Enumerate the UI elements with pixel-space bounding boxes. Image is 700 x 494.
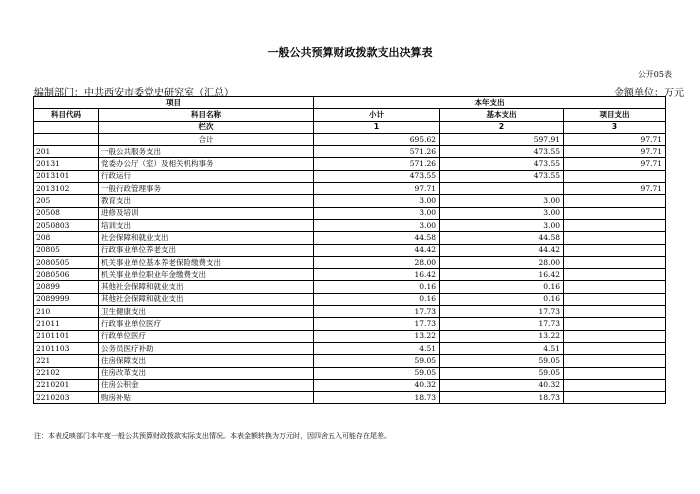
cell-project xyxy=(564,219,666,231)
cell-basic: 17.73 xyxy=(440,306,564,318)
cell-subtotal: 3.00 xyxy=(314,195,440,207)
cell-subtotal: 17.73 xyxy=(314,318,440,330)
cell-name: 党委办公厅（室）及相关机构事务 xyxy=(99,158,314,170)
total-row xyxy=(34,133,666,145)
table-row xyxy=(34,281,666,293)
header-current-year: 本年支出 xyxy=(314,97,666,109)
cell-subtotal: 28.00 xyxy=(314,256,440,268)
cell-code: 20131 xyxy=(34,158,99,170)
cell-project xyxy=(564,330,666,342)
cell-project xyxy=(564,269,666,281)
cell-code: 2080506 xyxy=(34,269,99,281)
cell-code: 22102 xyxy=(34,367,99,379)
cell-basic: 28.00 xyxy=(440,256,564,268)
cell-name: 行政单位医疗 xyxy=(99,330,314,342)
cell-basic: 473.55 xyxy=(440,146,564,158)
table-row xyxy=(34,195,666,207)
cell-project xyxy=(564,170,666,182)
cell-basic: 17.73 xyxy=(440,318,564,330)
cell-code: 201 xyxy=(34,146,99,158)
table-row xyxy=(34,183,666,195)
cell-name: 行政事业单位养老支出 xyxy=(99,244,314,256)
cell-basic: 473.55 xyxy=(440,170,564,182)
cell-code: 2013102 xyxy=(34,183,99,195)
cell-code: 2089999 xyxy=(34,293,99,305)
cell-code: 2210203 xyxy=(34,392,99,404)
cell-subtotal: 3.00 xyxy=(314,207,440,219)
header-name: 科目名称 xyxy=(99,109,314,121)
cell-project xyxy=(564,367,666,379)
header-row-2 xyxy=(34,109,666,121)
table-row xyxy=(34,146,666,158)
cell-subtotal: 13.22 xyxy=(314,330,440,342)
table-row xyxy=(34,318,666,330)
header-row-3 xyxy=(34,121,666,133)
cell-subtotal: 571.26 xyxy=(314,158,440,170)
cell-code: 2210201 xyxy=(34,379,99,391)
cell-subtotal: 0.16 xyxy=(314,293,440,305)
cell-name: 教育支出 xyxy=(99,195,314,207)
cell-subtotal: 17.73 xyxy=(314,306,440,318)
table-row xyxy=(34,232,666,244)
cell-subtotal: 18.73 xyxy=(314,392,440,404)
cell-basic: 40.32 xyxy=(440,379,564,391)
cell-basic: 44.58 xyxy=(440,232,564,244)
cell-project xyxy=(564,195,666,207)
total-project: 97.71 xyxy=(564,133,666,145)
cell-subtotal: 0.16 xyxy=(314,281,440,293)
cell-code: 2013101 xyxy=(34,170,99,182)
cell-name: 一般公共服务支出 xyxy=(99,146,314,158)
cell-subtotal: 97.71 xyxy=(314,183,440,195)
cell-name: 住房公积金 xyxy=(99,379,314,391)
footnote: 注：本表反映部门本年度一般公共预算财政拨款实际支出情况。本表金额转换为万元时，因四舍五入可能存在尾差。 xyxy=(34,432,391,440)
cell-name: 社会保障和就业支出 xyxy=(99,232,314,244)
table-row xyxy=(34,219,666,231)
cell-project xyxy=(564,232,666,244)
table-row xyxy=(34,342,666,354)
cell-basic xyxy=(440,183,564,195)
cell-code: 2080505 xyxy=(34,256,99,268)
cell-basic: 44.42 xyxy=(440,244,564,256)
cell-subtotal: 571.26 xyxy=(314,146,440,158)
total-label: 合计 xyxy=(99,133,314,145)
cell-project xyxy=(564,281,666,293)
cell-subtotal: 4.51 xyxy=(314,342,440,354)
cell-name: 一般行政管理事务 xyxy=(99,183,314,195)
cell-code: 2101103 xyxy=(34,342,99,354)
cell-name: 其他社会保障和就业支出 xyxy=(99,281,314,293)
cell-name: 住房保障支出 xyxy=(99,355,314,367)
total-basic: 597.91 xyxy=(440,133,564,145)
cell-code: 20899 xyxy=(34,281,99,293)
header-blank xyxy=(34,121,99,133)
total-subtotal: 695.62 xyxy=(314,133,440,145)
cell-name: 培训支出 xyxy=(99,219,314,231)
cell-name: 机关事业单位基本养老保险缴费支出 xyxy=(99,256,314,268)
table-row xyxy=(34,207,666,219)
cell-basic: 4.51 xyxy=(440,342,564,354)
header-col-label: 栏次 xyxy=(99,121,314,133)
cell-project: 97.71 xyxy=(564,146,666,158)
cell-basic: 0.16 xyxy=(440,281,564,293)
cell-basic: 0.16 xyxy=(440,293,564,305)
cell-basic: 18.73 xyxy=(440,392,564,404)
cell-project xyxy=(564,342,666,354)
cell-project xyxy=(564,318,666,330)
cell-name: 行政运行 xyxy=(99,170,314,182)
header-row-1 xyxy=(34,97,666,109)
cell-subtotal: 40.32 xyxy=(314,379,440,391)
department-label: 编制部门：中共西安市委党史研究室（汇总） xyxy=(34,88,234,99)
cell-code: 2050803 xyxy=(34,219,99,231)
cell-name: 购房补贴 xyxy=(99,392,314,404)
cell-basic: 59.05 xyxy=(440,367,564,379)
cell-code: 20508 xyxy=(34,207,99,219)
cell-project xyxy=(564,306,666,318)
cell-code: 20805 xyxy=(34,244,99,256)
cell-name: 机关事业单位职业年金缴费支出 xyxy=(99,269,314,281)
cell-subtotal: 3.00 xyxy=(314,219,440,231)
cell-basic: 473.55 xyxy=(440,158,564,170)
cell-name: 公务员医疗补助 xyxy=(99,342,314,354)
cell-code: 208 xyxy=(34,232,99,244)
cell-project xyxy=(564,392,666,404)
header-col1: 1 xyxy=(314,121,440,133)
header-project: 项目 xyxy=(34,97,314,109)
table-row xyxy=(34,293,666,305)
header-col3: 3 xyxy=(564,121,666,133)
cell-project xyxy=(564,355,666,367)
cell-subtotal: 59.05 xyxy=(314,367,440,379)
table-row xyxy=(34,256,666,268)
header-project-exp: 项目支出 xyxy=(564,109,666,121)
cell-subtotal: 44.42 xyxy=(314,244,440,256)
cell-code: 205 xyxy=(34,195,99,207)
cell-code: 221 xyxy=(34,355,99,367)
cell-name: 行政事业单位医疗 xyxy=(99,318,314,330)
cell-basic: 59.05 xyxy=(440,355,564,367)
table-row xyxy=(34,170,666,182)
cell-project xyxy=(564,379,666,391)
cell-subtotal: 16.42 xyxy=(314,269,440,281)
cell-code: 2101101 xyxy=(34,330,99,342)
cell-basic: 3.00 xyxy=(440,207,564,219)
cell-project xyxy=(564,256,666,268)
cell-basic: 3.00 xyxy=(440,195,564,207)
table-row xyxy=(34,269,666,281)
expenditure-table xyxy=(33,96,666,404)
cell-code: 21011 xyxy=(34,318,99,330)
unit-label: 金额单位：万元 xyxy=(614,88,684,99)
header-basic: 基本支出 xyxy=(440,109,564,121)
cell-project xyxy=(564,207,666,219)
table-row xyxy=(34,355,666,367)
table-row xyxy=(34,330,666,342)
cell-name: 进修及培训 xyxy=(99,207,314,219)
cell-project xyxy=(564,293,666,305)
total-code xyxy=(34,133,99,145)
cell-project: 97.71 xyxy=(564,183,666,195)
table-row xyxy=(34,244,666,256)
header-col2: 2 xyxy=(440,121,564,133)
cell-basic: 3.00 xyxy=(440,219,564,231)
cell-name: 卫生健康支出 xyxy=(99,306,314,318)
header-code: 科目代码 xyxy=(34,109,99,121)
form-number: 公开05表 xyxy=(637,70,672,79)
table-row xyxy=(34,367,666,379)
table-row xyxy=(34,158,666,170)
cell-project xyxy=(564,244,666,256)
cell-subtotal: 44.58 xyxy=(314,232,440,244)
cell-name: 住房改革支出 xyxy=(99,367,314,379)
header-subtotal: 小计 xyxy=(314,109,440,121)
cell-basic: 16.42 xyxy=(440,269,564,281)
table-row xyxy=(34,392,666,404)
cell-code: 210 xyxy=(34,306,99,318)
cell-basic: 13.22 xyxy=(440,330,564,342)
cell-name: 其他社会保障和就业支出 xyxy=(99,293,314,305)
table-row xyxy=(34,306,666,318)
cell-subtotal: 473.55 xyxy=(314,170,440,182)
table-row xyxy=(34,379,666,391)
cell-subtotal: 59.05 xyxy=(314,355,440,367)
page-title: 一般公共预算财政拨款支出决算表 xyxy=(267,46,433,59)
cell-project: 97.71 xyxy=(564,158,666,170)
